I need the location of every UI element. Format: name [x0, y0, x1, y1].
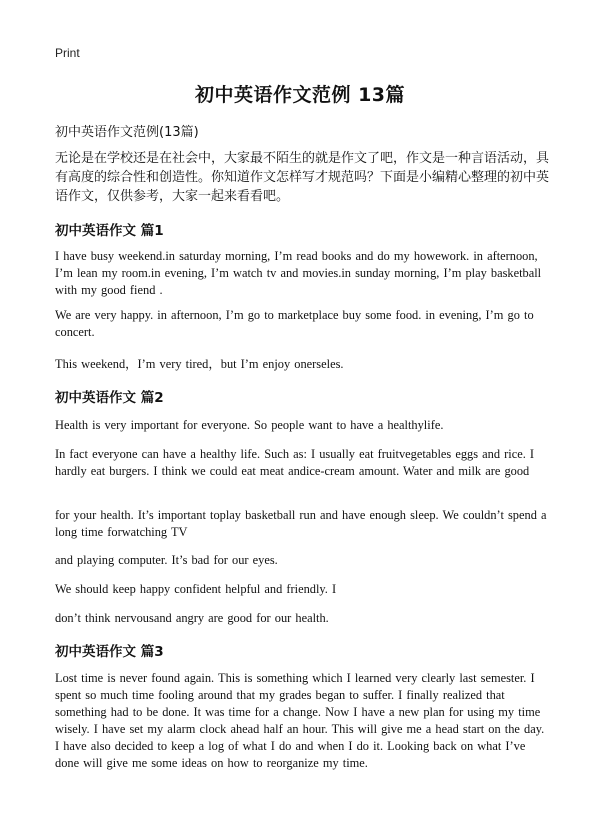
paragraph: and playing computer. It’s bad for our eyes.	[55, 553, 278, 567]
print-label: Print	[55, 46, 80, 60]
paragraph: for your health. It’s important toplay basketball run and have enough sleep. We couldn’t spend a long time forwatching TV	[55, 508, 547, 539]
paragraph: I have busy weekend.in saturday morning, I’m read books and do my howework. in afternoon, I’m lean my room.in evening, I’m watch tv and movies.in sunday morning, I’m play basketball with my good fiend .	[55, 249, 542, 297]
paragraph: Health is very important for everyone. So people want to have a healthylife.	[55, 418, 444, 432]
paragraph: We are very happy. in afternoon, I’m go to marketplace buy some food. in evening, I’m go to concert.	[55, 308, 534, 339]
paragraph: This weekend，I’m very tired，but I’m enjoy onerseles.	[55, 357, 344, 371]
document-subtitle: 初中英语作文范例(13篇)	[55, 125, 199, 140]
section-heading: 初中英语作文 篇3	[55, 644, 164, 660]
paragraph: In fact everyone can have a healthy life. Such as: I usually eat fruitvegetables eggs and rice. I hardly eat burgers. I think we could eat meat andice-cream amount. Water and milk are good	[55, 447, 535, 478]
section-heading: 初中英语作文 篇1	[55, 223, 164, 239]
section-heading: 初中英语作文 篇2	[55, 390, 164, 406]
paragraph: don’t think nervousand angry are good for our health.	[55, 611, 329, 625]
paragraph: Lost time is never found again. This is something which I learned very clearly last semester. I spent so much time fooling around that my grades began to suffer. I finally realized that something had to be done. It was time for a change. Now I have a new plan for using my time wisely. I have set my alarm clock ahead half an hour. This will give me a head start on the day. I have also decided to keep a log of what I do and when I do it. Looking back on what I’ve done will give me some ideas on how to reorganize my time.	[55, 671, 545, 770]
paragraph: We should keep happy confident helpful and friendly. I	[55, 582, 337, 596]
intro-paragraph: 无论是在学校还是在社会中，大家最不陌生的就是作文了吧，作文是一种言语活动，具有高度的综合性和创造性。你知道作文怎样写才规范吗？下面是小编精心整理的初中英语作文，仅供参考，大家一起来看看吧。	[55, 151, 550, 204]
document-title: 初中英语作文范例 13篇	[194, 84, 406, 106]
